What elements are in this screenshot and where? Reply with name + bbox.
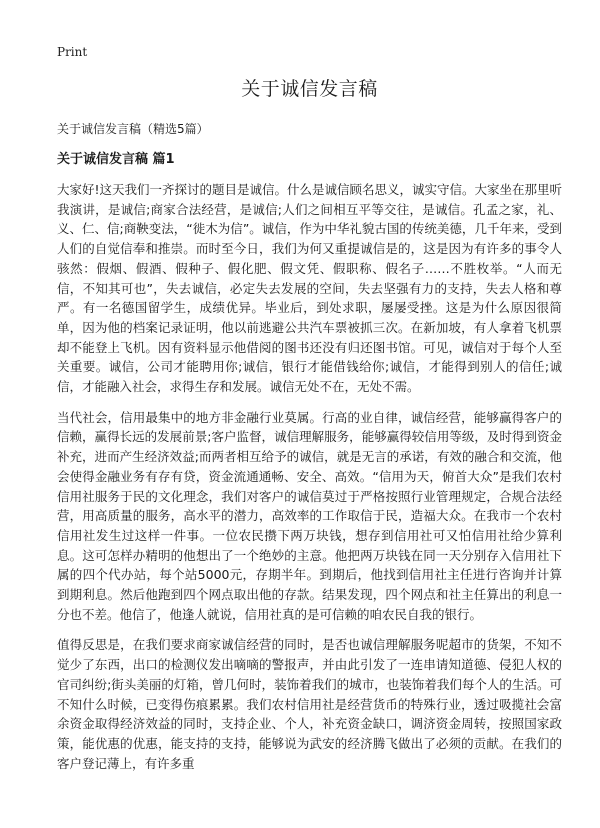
body-paragraph-1: 大家好!这天我们一齐探讨的题目是诚信。什么是诚信顾名思义，诚实守信。大家坐在那里听我演讲，是诚信;商家合法经营，是诚信;人们之间相互平等交往，是诚信。孔孟之家，礼、义、仁、信;商鞅变法，“徙木为信”。诚信，作为中华礼貌古国的传统美德，几千年来，受到人们的自觉信奉和推崇。而时至今日，我们为何又重提诚信是的，这是因为有许多的事令人骇然：假烟、假酒、假种子、假化肥、假文凭、假职称、假名子……不胜枚举。“人而无信，不知其可也”，失去诚信，必定失去发展的空间，失去坚强有力的支持，失去人格和尊严。有一名德国留学生，成绩优异。毕业后，到处求职，屡屡受挫。这是为什么原因很简单，因为他的档案记录证明，他以前逃避公共汽车票被抓三次。在新加坡，有人拿着飞机票却不能登上飞机。因有资料显示他借阅的图书还没有归还图书馆。可见，诚信对于每个人至关重要。诚信，公司才能聘用你;诚信，银行才能借钱给你;诚信，才能得到别人的信任;诚信，才能融入社会，求得生存和发展。诚信无处不在，无处不需。 [57,182,563,395]
body-paragraph-2: 当代社会，信用最集中的地方非金融行业莫属。行高的业自律，诚信经营，能够赢得客户的信赖，赢得长远的发展前景;客户监督，诚信理解服务，能够赢得较信用等级，及时得到资金补充，进而产生经济效益;而两者相互给予的诚信，就是无言的承诺，有效的融合和交流，他会使得金融业务有存有贷，资金流通通畅、安全、高效。“信用为天，俯首大众”是我们农村信用社服务于民的文化理念，我们对客户的诚信莫过于严格按照行业管理规定，合规合法经营，用高质量的服务，高水平的潜力，高效率的工作取信于民，造福大众。在我市一个农村信用社发生过这样一件事。一位农民攒下两万块钱，想存到信用社可又怕信用社给少算利息。这可怎样办精明的他想出了一个绝妙的主意。他把两万块钱在同一天分别存入信用社下属的四个代办站，每个站5000元，存期半年。到期后，他找到信用社主任进行咨询并计算到期利息。然后他跑到四个网点取出他的存款。结果发现，四个网点和社主任算出的利息一分也不差。他信了，他逢人就说，信用社真的是可信赖的咱农民自我的银行。 [57,409,562,622]
document-subtitle: 关于诚信发言稿（精选5篇） [57,122,209,136]
body-paragraph-3: 值得反思是，在我们要求商家诚信经营的同时，是否也诚信理解服务呢超市的货架，不知不觉少了东西，出口的检测仪发出嘀嘀的警报声，并由此引发了一连串请知道德、侵犯人权的官司纠纷;街头美丽的灯箱，曾几何时，装饰着我们的城市，也装饰着我们每个人的生活。可不知什么时候，已变得伤痕累累。我们农村信用社是经营货币的特殊行业，透过吸揽社会富余资金取得经济效益的同时，支持企业、个人，补充资金缺口，调济资金周转，按照国家政策，能优惠的优惠，能支持的支持，能够说为武安的经济腾飞做出了必须的贡献。在我们的客户登记薄上，有许多重 [57,637,562,771]
print-label: Print [57,45,88,59]
document-title: 关于诚信发言稿 [241,78,378,100]
section-heading: 关于诚信发言稿 篇1 [57,152,175,167]
